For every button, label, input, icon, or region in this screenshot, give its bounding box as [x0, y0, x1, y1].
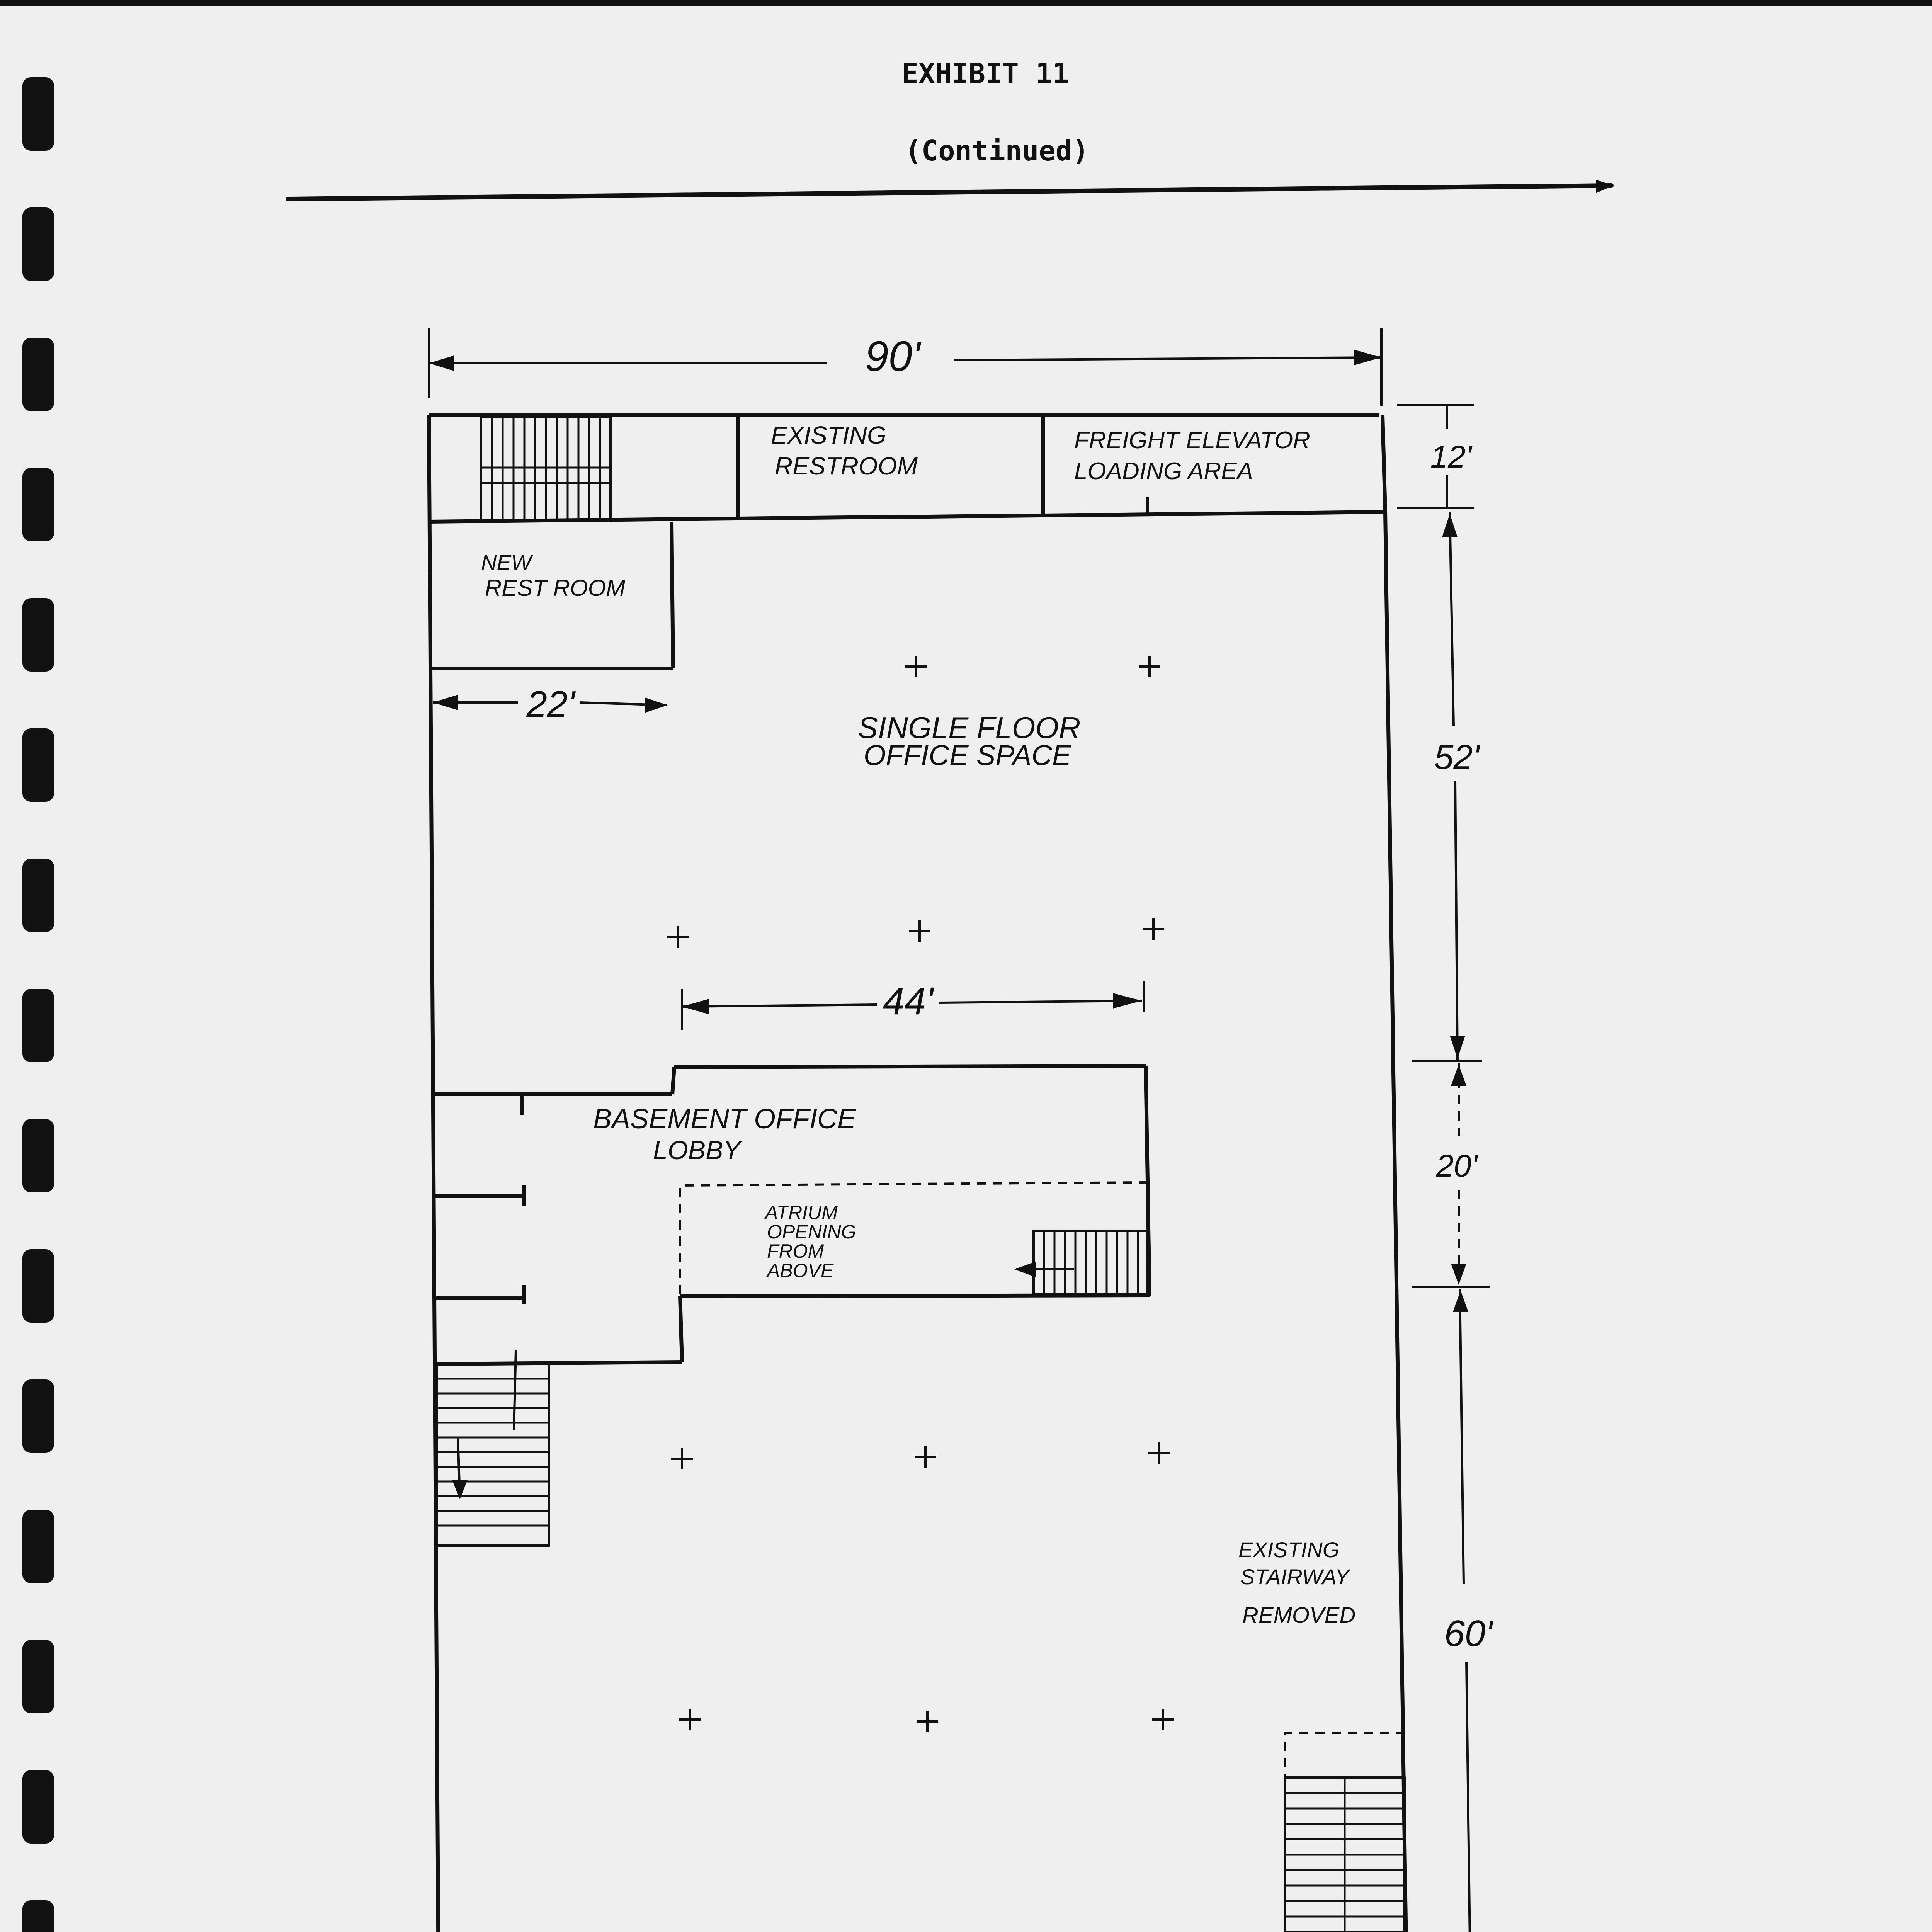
freight-elevator-label-line1: FREIGHT ELEVATOR [1074, 427, 1310, 454]
lower-left-stair [437, 1350, 549, 1546]
column-marker [1139, 656, 1160, 677]
lobby-label-line1: BASEMENT OFFICE [593, 1104, 856, 1134]
binding-hole [22, 1640, 54, 1713]
restroom-width-dimension [433, 684, 668, 725]
stair-removed-label-line2: STAIRWAY [1240, 1565, 1350, 1589]
lobby-depth-dimension-label: 20' [1436, 1148, 1478, 1184]
binding-hole [22, 859, 54, 932]
column-markers [667, 656, 1174, 1732]
rear-depth-dimension-label: 60' [1444, 1613, 1493, 1654]
binding-hole [22, 468, 54, 541]
column-marker [1143, 918, 1164, 940]
office-depth-dimension-label: 52' [1434, 738, 1480, 777]
freight-elevator-label-line2: LOADING AREA [1074, 458, 1253, 485]
atrium-label-line4: ABOVE [767, 1260, 834, 1281]
column-marker [915, 1446, 936, 1468]
binding-hole [22, 728, 54, 802]
overall-width-dimension [429, 328, 1381, 406]
header-rule [288, 185, 1611, 199]
top-strip-dimension-label: 12' [1430, 439, 1472, 474]
binding-hole [22, 1900, 54, 1932]
existing-restroom-label-line2: RESTROOM [775, 452, 918, 480]
binding-hole [22, 1119, 54, 1192]
column-marker [679, 1709, 701, 1730]
top-left-stair [481, 417, 611, 521]
binding-hole [22, 1510, 54, 1583]
overall-width-label: 90' [865, 333, 920, 380]
binding-hole [22, 1770, 54, 1844]
column-marker [1148, 1442, 1170, 1464]
binding-hole [22, 598, 54, 672]
atrium-label-line1: ATRIUM [765, 1202, 838, 1223]
column-marker [671, 1448, 693, 1469]
right-dimensions [1397, 405, 1499, 1932]
atrium-width-dimension [682, 980, 1144, 1030]
removed-stairway [1285, 1733, 1405, 1932]
column-marker [917, 1711, 938, 1732]
column-marker [905, 656, 927, 677]
atrium-label-line2: OPENING [767, 1221, 856, 1243]
building-outline [429, 415, 1406, 1932]
column-marker [1152, 1709, 1174, 1730]
binding-hole [22, 1379, 54, 1453]
office-space-label-line2: OFFICE SPACE [864, 739, 1071, 771]
office-space-label-line1: SINGLE FLOOR [858, 711, 1081, 745]
binding-hole [22, 1249, 54, 1323]
stair-removed-label-line1: EXISTING [1238, 1537, 1340, 1562]
atrium-stair [1014, 1231, 1148, 1294]
new-restroom-label-line2: REST ROOM [485, 575, 626, 601]
binding-holes [22, 77, 54, 1932]
stair-removed-label-line3: REMOVED [1242, 1603, 1356, 1628]
exhibit-title: EXHIBIT 11 [901, 57, 1069, 90]
exhibit-subtitle: (Continued) [905, 134, 1089, 167]
column-marker [667, 926, 689, 948]
atrium-width-label: 44' [883, 980, 934, 1023]
binding-hole [22, 338, 54, 411]
binding-hole [22, 207, 54, 281]
existing-restroom-label-line1: EXISTING [771, 421, 886, 449]
restroom-width-label: 22' [526, 684, 575, 725]
room-labels [481, 421, 1355, 1628]
lobby-label-line2: LOBBY [653, 1136, 741, 1165]
header-rule-arrowhead [1596, 180, 1613, 193]
column-marker [909, 920, 930, 942]
binding-hole [22, 989, 54, 1062]
binding-hole [22, 77, 54, 151]
new-restroom-label-line1: NEW [481, 550, 532, 575]
atrium-label-line3: FROM [767, 1240, 824, 1262]
